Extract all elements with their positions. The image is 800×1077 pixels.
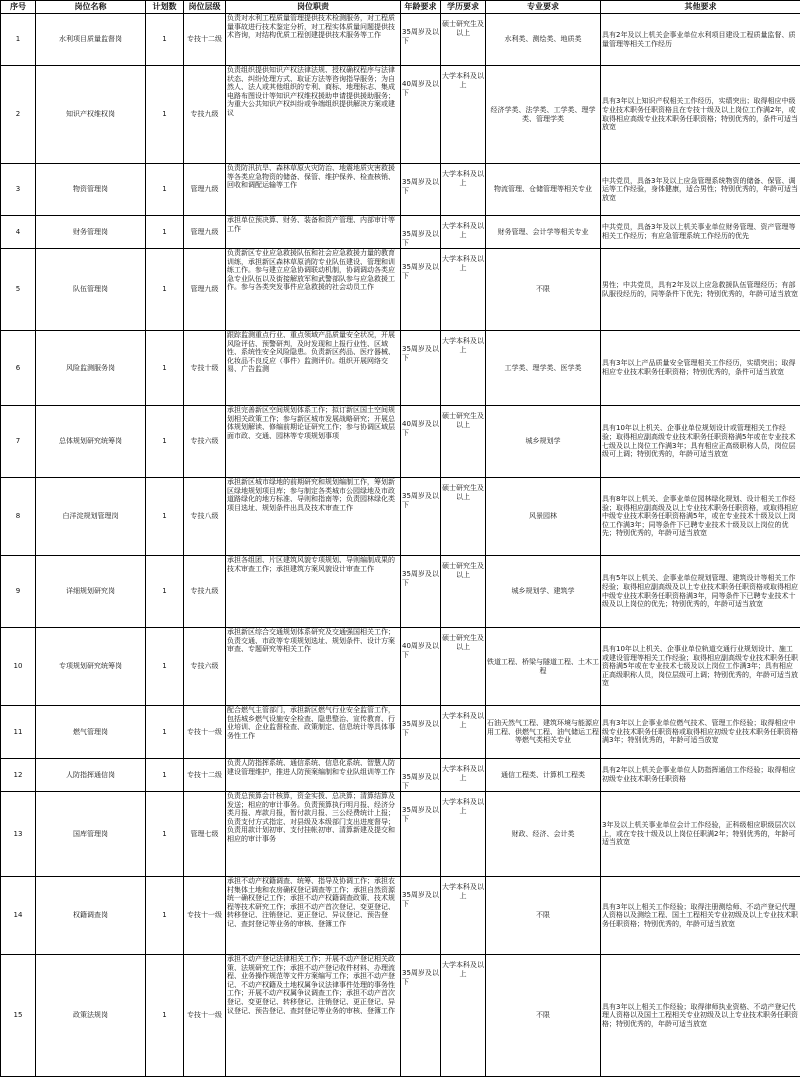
- other-requirement-cell: 3年及以上机关事业单位会计工作经验，正科级相应职级层次以上，或在专技十级及以上岗位任职满2年；特别优秀的，年龄可适当放宽: [601, 792, 800, 877]
- plan-count-cell: 1: [146, 628, 184, 706]
- age-requirement-cell: 35周岁及以下: [401, 955, 441, 1077]
- major-requirement-cell: 经济学类、法学类、工学类、理学类、管理学类: [486, 66, 601, 164]
- job-level-cell: 专技六级: [184, 628, 226, 706]
- education-requirement-cell: 大学本科及以上: [441, 331, 486, 406]
- job-title-cell: 风险监测服务岗: [36, 331, 146, 406]
- table-row: [1, 66, 800, 164]
- major-requirement-cell: 不限: [486, 955, 601, 1077]
- job-title-cell: 水利项目质量监督岗: [36, 14, 146, 66]
- other-requirement-cell: 具有5年以上机关、企事业单位规划管理、建筑设计等相关工作经验；取得相应副高级及以上专业技术职务任职资格或取得相应中级专业技术职务任职资格满3年，同等条件下已聘专业技术十级及以上岗位的优先；特别优秀的，年龄可适当放宽: [601, 556, 800, 628]
- job-title-cell: 人防指挥通信岗: [36, 759, 146, 792]
- job-duty-cell: 承担不动产登记法律相关工作；开展不动产登记相关政策、法规研究工作；承担不动产登记收件材料、办理流程、业务操作规范等文件方案编写工作；承担不动产登记、不动产权籍及土地权属争议法律事件处理的事务性工作；开展不动产权属争议调查工作；承担不动产首次登记、变更登记、转移登记、注销登记、更正登记、异议登记、预告登记、查封登记等业务的审核、登簿工作: [226, 955, 401, 1077]
- education-requirement-cell: 硕士研究生及以上: [441, 628, 486, 706]
- education-requirement-cell: 硕士研究生及以上: [441, 406, 486, 478]
- plan-count-cell: 1: [146, 331, 184, 406]
- job-level-cell: 专技十二级: [184, 759, 226, 792]
- job-duty-cell: 承担新区综合交通规划体系研究及交通强国相关工作；负责交通、市政等专项规划选址、规划条件、设计方案审查、专题研究等相关工作: [226, 628, 401, 706]
- education-requirement-cell: 大学本科及以上: [441, 164, 486, 216]
- major-requirement-cell: 不限: [486, 877, 601, 955]
- table-row: [1, 249, 800, 331]
- job-title-cell: 知识产权维权岗: [36, 66, 146, 164]
- table-row: [1, 759, 800, 792]
- row-number-cell: 6: [1, 331, 36, 406]
- education-requirement-cell: 硕士研究生及以上: [441, 556, 486, 628]
- major-requirement-cell: 通信工程类、计算机工程类: [486, 759, 601, 792]
- major-requirement-cell: 物流管理、仓储管理等相关专业: [486, 164, 601, 216]
- plan-count-cell: 1: [146, 478, 184, 556]
- row-number-cell: 14: [1, 877, 36, 955]
- age-requirement-cell: 35周岁及以下: [401, 706, 441, 759]
- job-duty-cell: 负责总预算会计核算，资金实拨、总决算；清算结算及发送；相应的审计事务。负责预算执行明月报、经济分类月报、库款月报，暂付款月报、三公经费统计上报；负责支付方式指定、对县级及本级部门支出进度督导；负责用款计划初审、支付挂帐初审、清算新建及提交和相应的审计事务: [226, 792, 401, 877]
- age-requirement-cell: 40周岁及以下: [401, 66, 441, 164]
- plan-count-cell: 1: [146, 556, 184, 628]
- row-number-cell: 11: [1, 706, 36, 759]
- row-number-cell: 7: [1, 406, 36, 478]
- education-requirement-cell: 大学本科及以上: [441, 759, 486, 792]
- job-duty-cell: 负责防汛抗旱、森林草原火灾防治、地震地质灾害救援等各类应急物资的储备、保管、维护保养、检查核销、回收和调配运输等工作: [226, 164, 401, 216]
- header-cell: 计划数: [146, 1, 184, 14]
- job-title-cell: 国库管理岗: [36, 792, 146, 877]
- plan-count-cell: 1: [146, 249, 184, 331]
- major-requirement-cell: 财政、经济、会计类: [486, 792, 601, 877]
- job-duty-cell: 跟踪监测重点行业、重点领域产品质量安全状况，开展风险评估、预警研判，及时发现和上报行业性、区域性、系统性安全风险隐患。负责新区药品、医疗器械、化妆品不良反应（事件）监测评价。组织开展网络交易、广告监测: [226, 331, 401, 406]
- other-requirement-cell: 具有10年以上机关、企事业单位轨道交通行业规划设计、施工或建设管理等相关工作经验；取得相应副高级专业技术职务任职资格满5年或在专业技术七级及以上岗位工作满3年；具有相应正高级职称人员，岗位层级可上调；特别优秀的，年龄可适当放宽: [601, 628, 800, 706]
- header-cell: 岗位名称: [36, 1, 146, 14]
- job-level-cell: 专技九级: [184, 66, 226, 164]
- table-row: [1, 216, 800, 249]
- other-requirement-cell: 具有8年以上机关、企事业单位园林绿化规划、设计相关工作经验；取得相应副高级及以上专业技术职务任职资格，或取得相应中级专业技术职务任职资格满5年，或在专业技术十级及以上岗位工作满3年；同等条件下已聘专业技术十级及以上岗位的优先；特别优秀的，年龄可适当放宽: [601, 478, 800, 556]
- job-level-cell: 专技十一级: [184, 955, 226, 1077]
- row-number-cell: 8: [1, 478, 36, 556]
- job-level-cell: 管理九级: [184, 216, 226, 249]
- table-row: [1, 706, 800, 759]
- plan-count-cell: 1: [146, 955, 184, 1077]
- plan-count-cell: 1: [146, 164, 184, 216]
- job-level-cell: 专技十一级: [184, 877, 226, 955]
- job-title-cell: 详细规划研究岗: [36, 556, 146, 628]
- row-number-cell: 15: [1, 955, 36, 1077]
- job-duty-cell: 承担各组团、片区建筑风貌专项规划、导则编制成果的技术审查工作；承担建筑方案风貌设计审查工作: [226, 556, 401, 628]
- other-requirement-cell: 具有10年以上机关、企事业单位规划设计或管理相关工作经验；取得相应副高级专业技术职务任职资格满5年或在专业技术七级及以上岗位工作满3年；具有相应正高级职称人员，岗位层级可上调；特别优秀的，年龄可适当放宽: [601, 406, 800, 478]
- table-row: [1, 164, 800, 216]
- job-title-cell: 权籍调查岗: [36, 877, 146, 955]
- plan-count-cell: 1: [146, 706, 184, 759]
- age-requirement-cell: 35周岁及以下: [401, 249, 441, 331]
- row-number-cell: 9: [1, 556, 36, 628]
- row-number-cell: 3: [1, 164, 36, 216]
- job-title-cell: 专项规划研究统筹岗: [36, 628, 146, 706]
- education-requirement-cell: 大学本科及以上: [441, 792, 486, 877]
- other-requirement-cell: 具有3年以上相关工作经验；取得律师执业资格、不动产登记代理人资格以及国土工程相关专业初级及以上专业技术职务任职资格；特别优秀的，年龄可适当放宽: [601, 955, 800, 1077]
- major-requirement-cell: 不限: [486, 249, 601, 331]
- job-duty-cell: 负责组织提供知识产权法律法规、授权确权程序与法律状态、纠纷处理方式、取证方法等咨询指导服务；为自然人、法人或其他组织的专利、商标、地理标志、集成电路布图设计等知识产权维权援助申请提供援助服务；为重大公共知识产权纠纷或争端组织提供解决方案或建议: [226, 66, 401, 164]
- major-requirement-cell: 水利类、测绘类、地质类: [486, 14, 601, 66]
- job-level-cell: 管理七级: [184, 792, 226, 877]
- other-requirement-cell: 中共党员，具备3年及以上机关事业单位财务管理、资产管理等相关工作经历；有应急管理系统工作经历的优先: [601, 216, 800, 249]
- table-row: [1, 877, 800, 955]
- row-number-cell: 10: [1, 628, 36, 706]
- education-requirement-cell: 大学本科及以上: [441, 249, 486, 331]
- job-level-cell: 专技十级: [184, 331, 226, 406]
- age-requirement-cell: 35周岁及以下: [401, 556, 441, 628]
- table-row: [1, 955, 800, 1077]
- age-requirement-cell: 35周岁及以下: [401, 14, 441, 66]
- job-duty-cell: 负责对水利工程质量管理提供技术检测服务，对工程质量事故进行技术鉴定分析，对工程实体质量问题提供技术咨询，对结构优质工程创建提供技术服务等工作: [226, 14, 401, 66]
- age-requirement-cell: 35周岁及以下: [401, 759, 441, 792]
- major-requirement-cell: 工学类、理学类、医学类: [486, 331, 601, 406]
- job-duty-cell: 负责新区专业应急救援队伍和社会应急救援力量的教育训练，承担新区森林草原消防专业队伍建设、管理和训练工作。参与建立应急协调联动机制，协调调动各类应急专业队伍以及街接解放军和武警部队参与应急救援工作。参与各类突发事件应急救援的社会动员工作: [226, 249, 401, 331]
- header-row: [1, 1, 800, 14]
- education-requirement-cell: 大学本科及以上: [441, 877, 486, 955]
- other-requirement-cell: 具有3年以上知识产权相关工作经历，实绩突出；取得相应中级专业技术职务任职资格且在专技十级及以上岗位工作满2年，或取得相应高级专业技术职务任职资格；特别优秀的，条件可适当放宽: [601, 66, 800, 164]
- job-title-cell: 白洋淀规划管理岗: [36, 478, 146, 556]
- job-level-cell: 管理九级: [184, 249, 226, 331]
- plan-count-cell: 1: [146, 216, 184, 249]
- job-title-cell: 政策法规岗: [36, 955, 146, 1077]
- age-requirement-cell: 40周岁及以下: [401, 628, 441, 706]
- job-title-cell: 物资管理岗: [36, 164, 146, 216]
- job-title-cell: 队伍管理岗: [36, 249, 146, 331]
- plan-count-cell: 1: [146, 14, 184, 66]
- major-requirement-cell: 石油天然气工程、建筑环境与能源应用工程、供燃气工程、油气储运工程等燃气类相关专业: [486, 706, 601, 759]
- other-requirement-cell: 男性；中共党员，具有2年及以上应急救援队伍管理经历；有部队服役经历的，同等条件下优先；特别优秀的，年龄可适当放宽: [601, 249, 800, 331]
- job-duty-cell: 承担单位预决算、财务、装备和资产管理、内部审计等工作: [226, 216, 401, 249]
- age-requirement-cell: 35周岁及以下: [401, 216, 441, 249]
- job-duty-cell: 承担新区城市绿地的前期研究和规划编制工作，筹划新区绿地规划项目库；参与制定各类城市公园绿地及市政道路绿化的地方标准、导则和指南等；负责园林绿化类项目选址、规划条件出具及技术审查工作: [226, 478, 401, 556]
- header-cell: 序号: [1, 1, 36, 14]
- age-requirement-cell: 35周岁及以下: [401, 478, 441, 556]
- row-number-cell: 12: [1, 759, 36, 792]
- other-requirement-cell: 中共党员，具备3年及以上应急管理系统物资的储备、保管、调运等工作经验，身体健康，适合男性；特别优秀的，年龄可适当放宽: [601, 164, 800, 216]
- age-requirement-cell: 35周岁及以下: [401, 792, 441, 877]
- table-row: [1, 331, 800, 406]
- row-number-cell: 4: [1, 216, 36, 249]
- education-requirement-cell: 硕士研究生及以上: [441, 478, 486, 556]
- table-row: [1, 792, 800, 877]
- plan-count-cell: 1: [146, 759, 184, 792]
- table-row: [1, 628, 800, 706]
- header-cell: 专业要求: [486, 1, 601, 14]
- row-number-cell: 5: [1, 249, 36, 331]
- other-requirement-cell: 具有2年以上机关企事业单位人防指挥通信工作经验；取得相应初级专业技术职务任职资格: [601, 759, 800, 792]
- age-requirement-cell: 35周岁及以下: [401, 877, 441, 955]
- age-requirement-cell: 35周岁及以下: [401, 164, 441, 216]
- header-cell: 岗位层级: [184, 1, 226, 14]
- other-requirement-cell: 具有3年以上企事业单位燃气技术、管理工作经验；取得相应中级专业技术职务任职资格或取得相应初级专业技术职务任职资格满3年；特别优秀的，年龄可适当放宽: [601, 706, 800, 759]
- job-level-cell: 专技十一级: [184, 706, 226, 759]
- education-requirement-cell: 硕士研究生及以上: [441, 14, 486, 66]
- major-requirement-cell: 铁道工程、桥梁与隧道工程、土木工程: [486, 628, 601, 706]
- job-title-cell: 总体规划研究统筹岗: [36, 406, 146, 478]
- major-requirement-cell: 财务管理、会计学等相关专业: [486, 216, 601, 249]
- header-cell: 其他要求: [601, 1, 800, 14]
- job-level-cell: 专技八级: [184, 478, 226, 556]
- header-cell: 岗位职责: [226, 1, 401, 14]
- job-level-cell: 专技十二级: [184, 14, 226, 66]
- education-requirement-cell: 大学本科及以上: [441, 706, 486, 759]
- plan-count-cell: 1: [146, 66, 184, 164]
- major-requirement-cell: 城乡规划学: [486, 406, 601, 478]
- table-row: [1, 14, 800, 66]
- job-level-cell: 专技九级: [184, 556, 226, 628]
- other-requirement-cell: 具有3年以上产品质量安全管理相关工作经历，实绩突出；取得相应专业技术职务任职资格；特别优秀的，条件可适当放宽: [601, 331, 800, 406]
- row-number-cell: 1: [1, 14, 36, 66]
- table-row: [1, 406, 800, 478]
- major-requirement-cell: 风景园林: [486, 478, 601, 556]
- education-requirement-cell: 大学本科及以上: [441, 216, 486, 249]
- job-duty-cell: 负责人防指挥系统、通信系统、信息化系统、智慧人防建设管理维护，推进人防预案编制和专业队组训等工作: [226, 759, 401, 792]
- job-title-cell: 燃气管理岗: [36, 706, 146, 759]
- age-requirement-cell: 40周岁及以下: [401, 406, 441, 478]
- header-cell: 学历要求: [441, 1, 486, 14]
- job-level-cell: 管理九级: [184, 164, 226, 216]
- row-number-cell: 2: [1, 66, 36, 164]
- plan-count-cell: 1: [146, 406, 184, 478]
- header-cell: 年龄要求: [401, 1, 441, 14]
- plan-count-cell: 1: [146, 792, 184, 877]
- major-requirement-cell: 城乡规划学、建筑学: [486, 556, 601, 628]
- row-number-cell: 13: [1, 792, 36, 877]
- other-requirement-cell: 具有2年及以上机关企事业单位水利项目建设工程质量监督、质量管理等相关工作经历: [601, 14, 800, 66]
- education-requirement-cell: 大学本科及以上: [441, 955, 486, 1077]
- other-requirement-cell: 具有3年以上相关工作经验；取得注册测绘师、不动产登记代理人资格以及测绘工程、国土工程相关专业初级及以上专业技术职务任职资格；特别优秀的，年龄可适当放宽: [601, 877, 800, 955]
- job-level-cell: 专技六级: [184, 406, 226, 478]
- job-duty-cell: 承担不动产权籍调查、统筹、指导及协调工作；承担农村集体土地和农房确权登记调查等工作；承担自然资源统一确权登记工作；承担不动产权籍调查政策、技术规程等技术研究工作；承担不动产首次登记、变更登记、转移登记、注销登记、更正登记、异议登记、预告登记、查封登记等业务的审核、登簿工作: [226, 877, 401, 955]
- education-requirement-cell: 大学本科及以上: [441, 66, 486, 164]
- job-duty-cell: 配合燃气主管部门，承担新区燃气行业安全监管工作，包括城乡燃气设施安全检查、隐患整治、宣传教育、行业培训、企业监督检查、政策制定、信息统计等具体事务性工作: [226, 706, 401, 759]
- table-row: [1, 556, 800, 628]
- job-duty-cell: 承担完善新区空间规划体系工作；拟订新区国土空间规划相关政策工作；参与新区城市发展战略研究；开展总体规划解读、修编前期论证研究工作；参与协调区域层面市政、交通、园林等专项规划事项: [226, 406, 401, 478]
- table-row: [1, 478, 800, 556]
- job-title-cell: 财务管理岗: [36, 216, 146, 249]
- plan-count-cell: 1: [146, 877, 184, 955]
- age-requirement-cell: 35周岁及以下: [401, 331, 441, 406]
